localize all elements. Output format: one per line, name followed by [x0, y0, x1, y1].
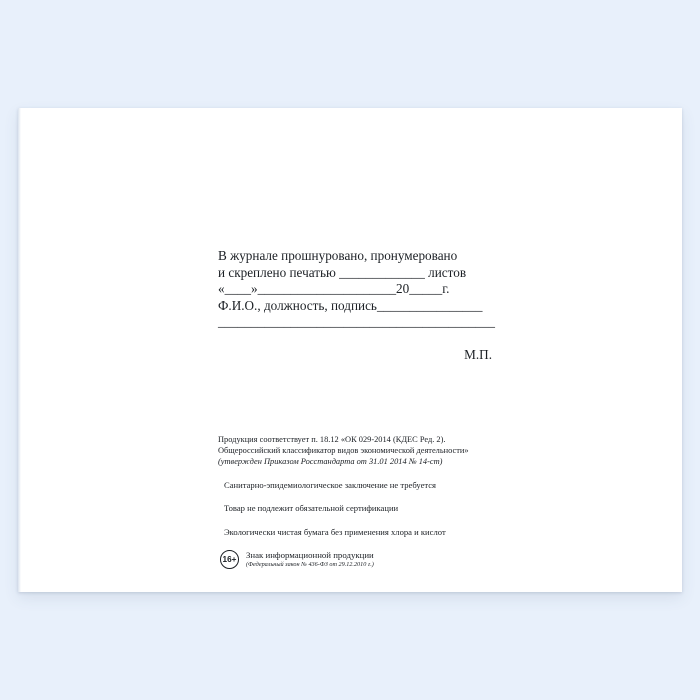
age-mark-subtitle: (Федеральный закон № 436-ФЗ от 29.12.2010 г.)	[246, 561, 374, 569]
legal-block	[218, 434, 538, 569]
certification-line-2: и скреплено печатью _____________ листов	[218, 264, 467, 280]
age-mark-text	[246, 551, 374, 569]
certification-line-5: __________________________________________	[218, 314, 495, 329]
spacer	[218, 515, 538, 527]
age-rating-icon: 16+	[220, 550, 239, 569]
okved-line-1: Продукция соответствует п. 18.12 «ОК 029-2014 (КДЕС Ред. 2).	[218, 435, 446, 444]
okved-line-2: Общероссийский классификатор видов экономической деятельности»	[218, 446, 469, 456]
seal-place-label: М.П.	[464, 346, 492, 362]
certification-line-1: В журнале прошнуровано, пронумеровано	[218, 248, 458, 263]
certification-line-4: Ф.И.О., должность, подпись________________	[218, 297, 483, 313]
certification-line-3: «____»_____________________20_____г.	[218, 281, 450, 296]
age-mark-row	[220, 550, 538, 569]
spacer	[218, 491, 538, 503]
certification-block	[218, 248, 518, 363]
notice-sanitary: Санитарно-эпидемиологическое заключение не требуется	[224, 479, 437, 490]
age-mark-title: Знак информационной продукции	[246, 549, 374, 560]
notice-certification: Товар не подлежит обязательной сертификации	[224, 503, 399, 514]
document-page	[18, 108, 682, 592]
notice-eco-paper: Экологически чистая бумага без применения хлора и кислот	[224, 526, 446, 537]
okved-line-3: (утвержден Приказом Росстандарта от 31.01 2014 № 14-ст)	[218, 457, 443, 467]
spacer	[218, 468, 538, 480]
